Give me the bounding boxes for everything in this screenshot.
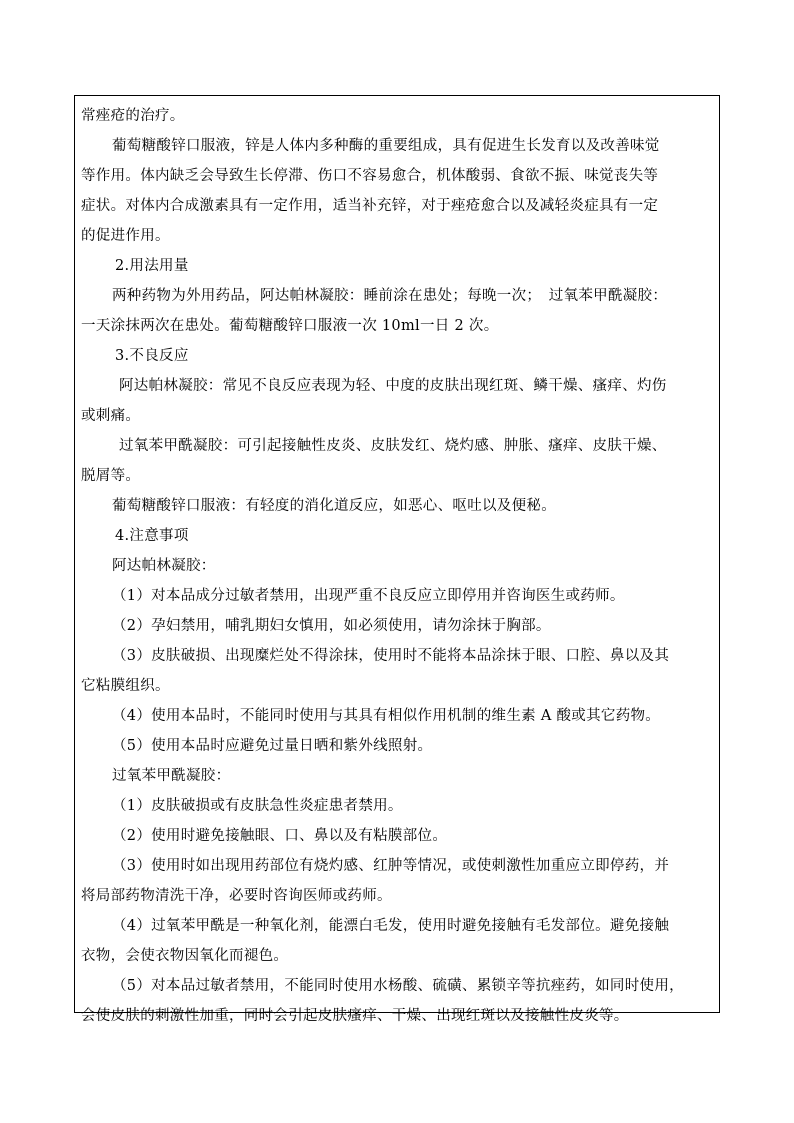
section-heading-usage: 2.用法用量	[115, 258, 189, 274]
text-line: 过氧苯甲酰凝胶：可引起接触性皮炎、皮肤发红、烧灼感、肿胀、瘙痒、皮肤干燥、	[119, 438, 667, 454]
text-line: 衣物，会使衣物因氧化而褪色。	[81, 948, 289, 964]
document-body	[81, 101, 721, 1031]
text-line: 常痤疮的治疗。	[81, 108, 185, 124]
text-line: 会使皮肤的刺激性加重，同时会引起皮肤瘙痒、干燥、出现红斑以及接触性皮炎等。	[81, 1008, 629, 1024]
list-item: （3）使用时如出现用药部位有烧灼感、红肿等情况，或使刺激性加重应立即停药，并	[112, 858, 670, 874]
list-item: （5）使用本品时应避免过量日晒和紫外线照射。	[112, 738, 433, 754]
subheading-benzoyl-peroxide: 过氧苯甲酰凝胶：	[112, 768, 231, 784]
text-line: 脱屑等。	[81, 468, 141, 484]
section-heading-adverse: 3.不良反应	[115, 348, 189, 364]
text-line: 阿达帕林凝胶：常见不良反应表现为轻、中度的皮肤出现红斑、鳞干燥、瘙痒、灼伤	[119, 378, 667, 394]
text-line: 症状。对体内合成激素具有一定作用，适当补充锌，对于痤疮愈合以及减轻炎症具有一定	[81, 198, 659, 214]
text-line: 或刺痛。	[81, 408, 141, 424]
text-line: 的促进作用。	[81, 228, 170, 244]
section-heading-precautions: 4.注意事项	[115, 528, 189, 544]
text-line: 将局部药物清洗干净，必要时咨询医师或药师。	[81, 888, 392, 904]
text-line: 它粘膜组织。	[81, 678, 170, 694]
text-line: 一天涂抹两次在患处。葡萄糖酸锌口服液一次 10ml一日 2 次。	[81, 318, 499, 334]
list-item: （5）对本品过敏者禁用，不能同时使用水杨酸、硫磺、累锁辛等抗痤药，如同时使用，	[112, 978, 684, 994]
text-line: 葡萄糖酸锌口服液：有轻度的消化道反应，如恶心、呕吐以及便秘。	[112, 498, 556, 514]
text-line: 等作用。体内缺乏会导致生长停滞、伤口不容易愈合，机体酸弱、食欲不振、味觉丧失等	[81, 168, 659, 184]
subheading-adapalene: 阿达帕林凝胶：	[112, 558, 216, 574]
list-item: （4）过氧苯甲酰是一种氧化剂，能漂白毛发，使用时避免接触有毛发部位。避免接触	[112, 918, 670, 934]
list-item: （2）使用时避免接触眼、口、鼻以及有粘膜部位。	[112, 828, 448, 844]
list-item: （2）孕妇禁用，哺乳期妇女慎用，如必须使用，请勿涂抹于胸部。	[112, 618, 551, 634]
text-line: 两种药物为外用药品，阿达帕林凝胶：睡前涂在患处；每晚一次； 过氧苯甲酰凝胶：	[112, 288, 668, 304]
list-item: （1）皮肤破损或有皮肤急性炎症患者禁用。	[112, 798, 403, 814]
list-item: （1）对本品成分过敏者禁用，出现严重不良反应立即停用并咨询医生或药师。	[112, 588, 625, 604]
list-item: （3）皮肤破损、出现糜烂处不得涂抹，使用时不能将本品涂抹于眼、口腔、鼻以及其	[112, 648, 670, 664]
text-line: 葡萄糖酸锌口服液，锌是人体内多种酶的重要组成，具有促进生长发育以及改善味觉	[112, 138, 660, 154]
list-item: （4）使用本品时，不能同时使用与其具有相似作用机制的维生素 A 酸或其它药物。	[112, 708, 661, 724]
